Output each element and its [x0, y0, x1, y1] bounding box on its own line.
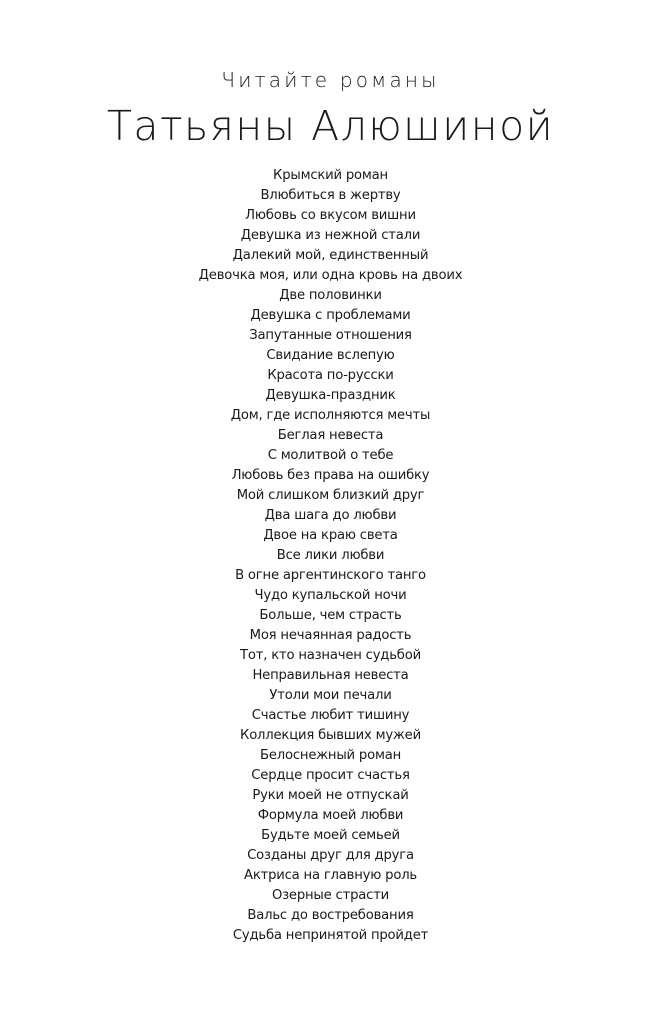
book-title-item: Белоснежный роман	[259, 748, 401, 763]
book-title-item: Мой слишком близкий друг	[236, 488, 425, 503]
book-title-item: Девочка моя, или одна кровь на двоих	[198, 268, 463, 283]
book-title-item: Далекий мой, единственный	[232, 248, 429, 263]
book-title-item: Больше, чем страсть	[259, 608, 402, 623]
book-title-item: Любовь со вкусом вишни	[245, 208, 416, 223]
book-title-item: Девушка-праздник	[265, 388, 396, 403]
book-title-item: Девушка из нежной стали	[240, 228, 421, 243]
book-title-item: Судьба непринятой пройдет	[232, 928, 429, 943]
book-title-item: Тот, кто назначен судьбой	[240, 648, 421, 663]
book-title-item: Актриса на главную роль	[244, 868, 417, 883]
book-title-item: Неправильная невеста	[252, 668, 409, 683]
book-title-item: Влюбиться в жертву	[260, 188, 401, 203]
book-title-item: Дом, где исполняются мечты	[230, 408, 431, 423]
book-title-item: Свидание вслепую	[266, 348, 395, 363]
book-title-item: Крымский роман	[273, 168, 388, 183]
book-title-item: Красота по-русски	[267, 368, 394, 383]
book-title-item: Любовь без права на ошибку	[231, 468, 430, 483]
book-title-item: Созданы друг для друга	[247, 848, 414, 863]
book-title-item: С молитвой о тебе	[267, 448, 394, 463]
book-title-item: Вальс до востребования	[247, 908, 414, 923]
book-title-item: Сердце просит счастья	[251, 768, 410, 783]
book-title-item: Моя нечаянная радость	[249, 628, 412, 643]
book-title-item: Беглая невеста	[277, 428, 384, 443]
book-title-item: Все лики любви	[276, 548, 385, 563]
book-title-item: Будьте моей семьей	[261, 828, 400, 843]
book-title-item: В огне аргентинского танго	[235, 568, 426, 583]
book-title-item: Счастье любит тишину	[251, 708, 410, 723]
book-title-item: Коллекция бывших мужей	[240, 728, 421, 743]
book-title-item: Два шага до любви	[264, 508, 397, 523]
book-title-item: Утоли мои печали	[269, 688, 392, 703]
book-title-item: Запутанные отношения	[249, 328, 412, 343]
book-title-item: Двое на краю света	[263, 528, 398, 543]
book-title-item: Девушка с проблемами	[250, 308, 411, 323]
page-subtitle: Читайте романы	[221, 68, 440, 92]
book-title-item: Две половинки	[279, 288, 382, 303]
book-title-item: Формула моей любви	[257, 808, 404, 823]
book-title-item: Чудо купальской ночи	[254, 588, 407, 603]
author-name: Татьяны Алюшиной	[106, 102, 555, 150]
book-title-item: Озерные страсти	[271, 888, 390, 903]
book-title-item: Руки моей не отпускай	[252, 788, 409, 803]
book-title-list	[0, 166, 661, 946]
